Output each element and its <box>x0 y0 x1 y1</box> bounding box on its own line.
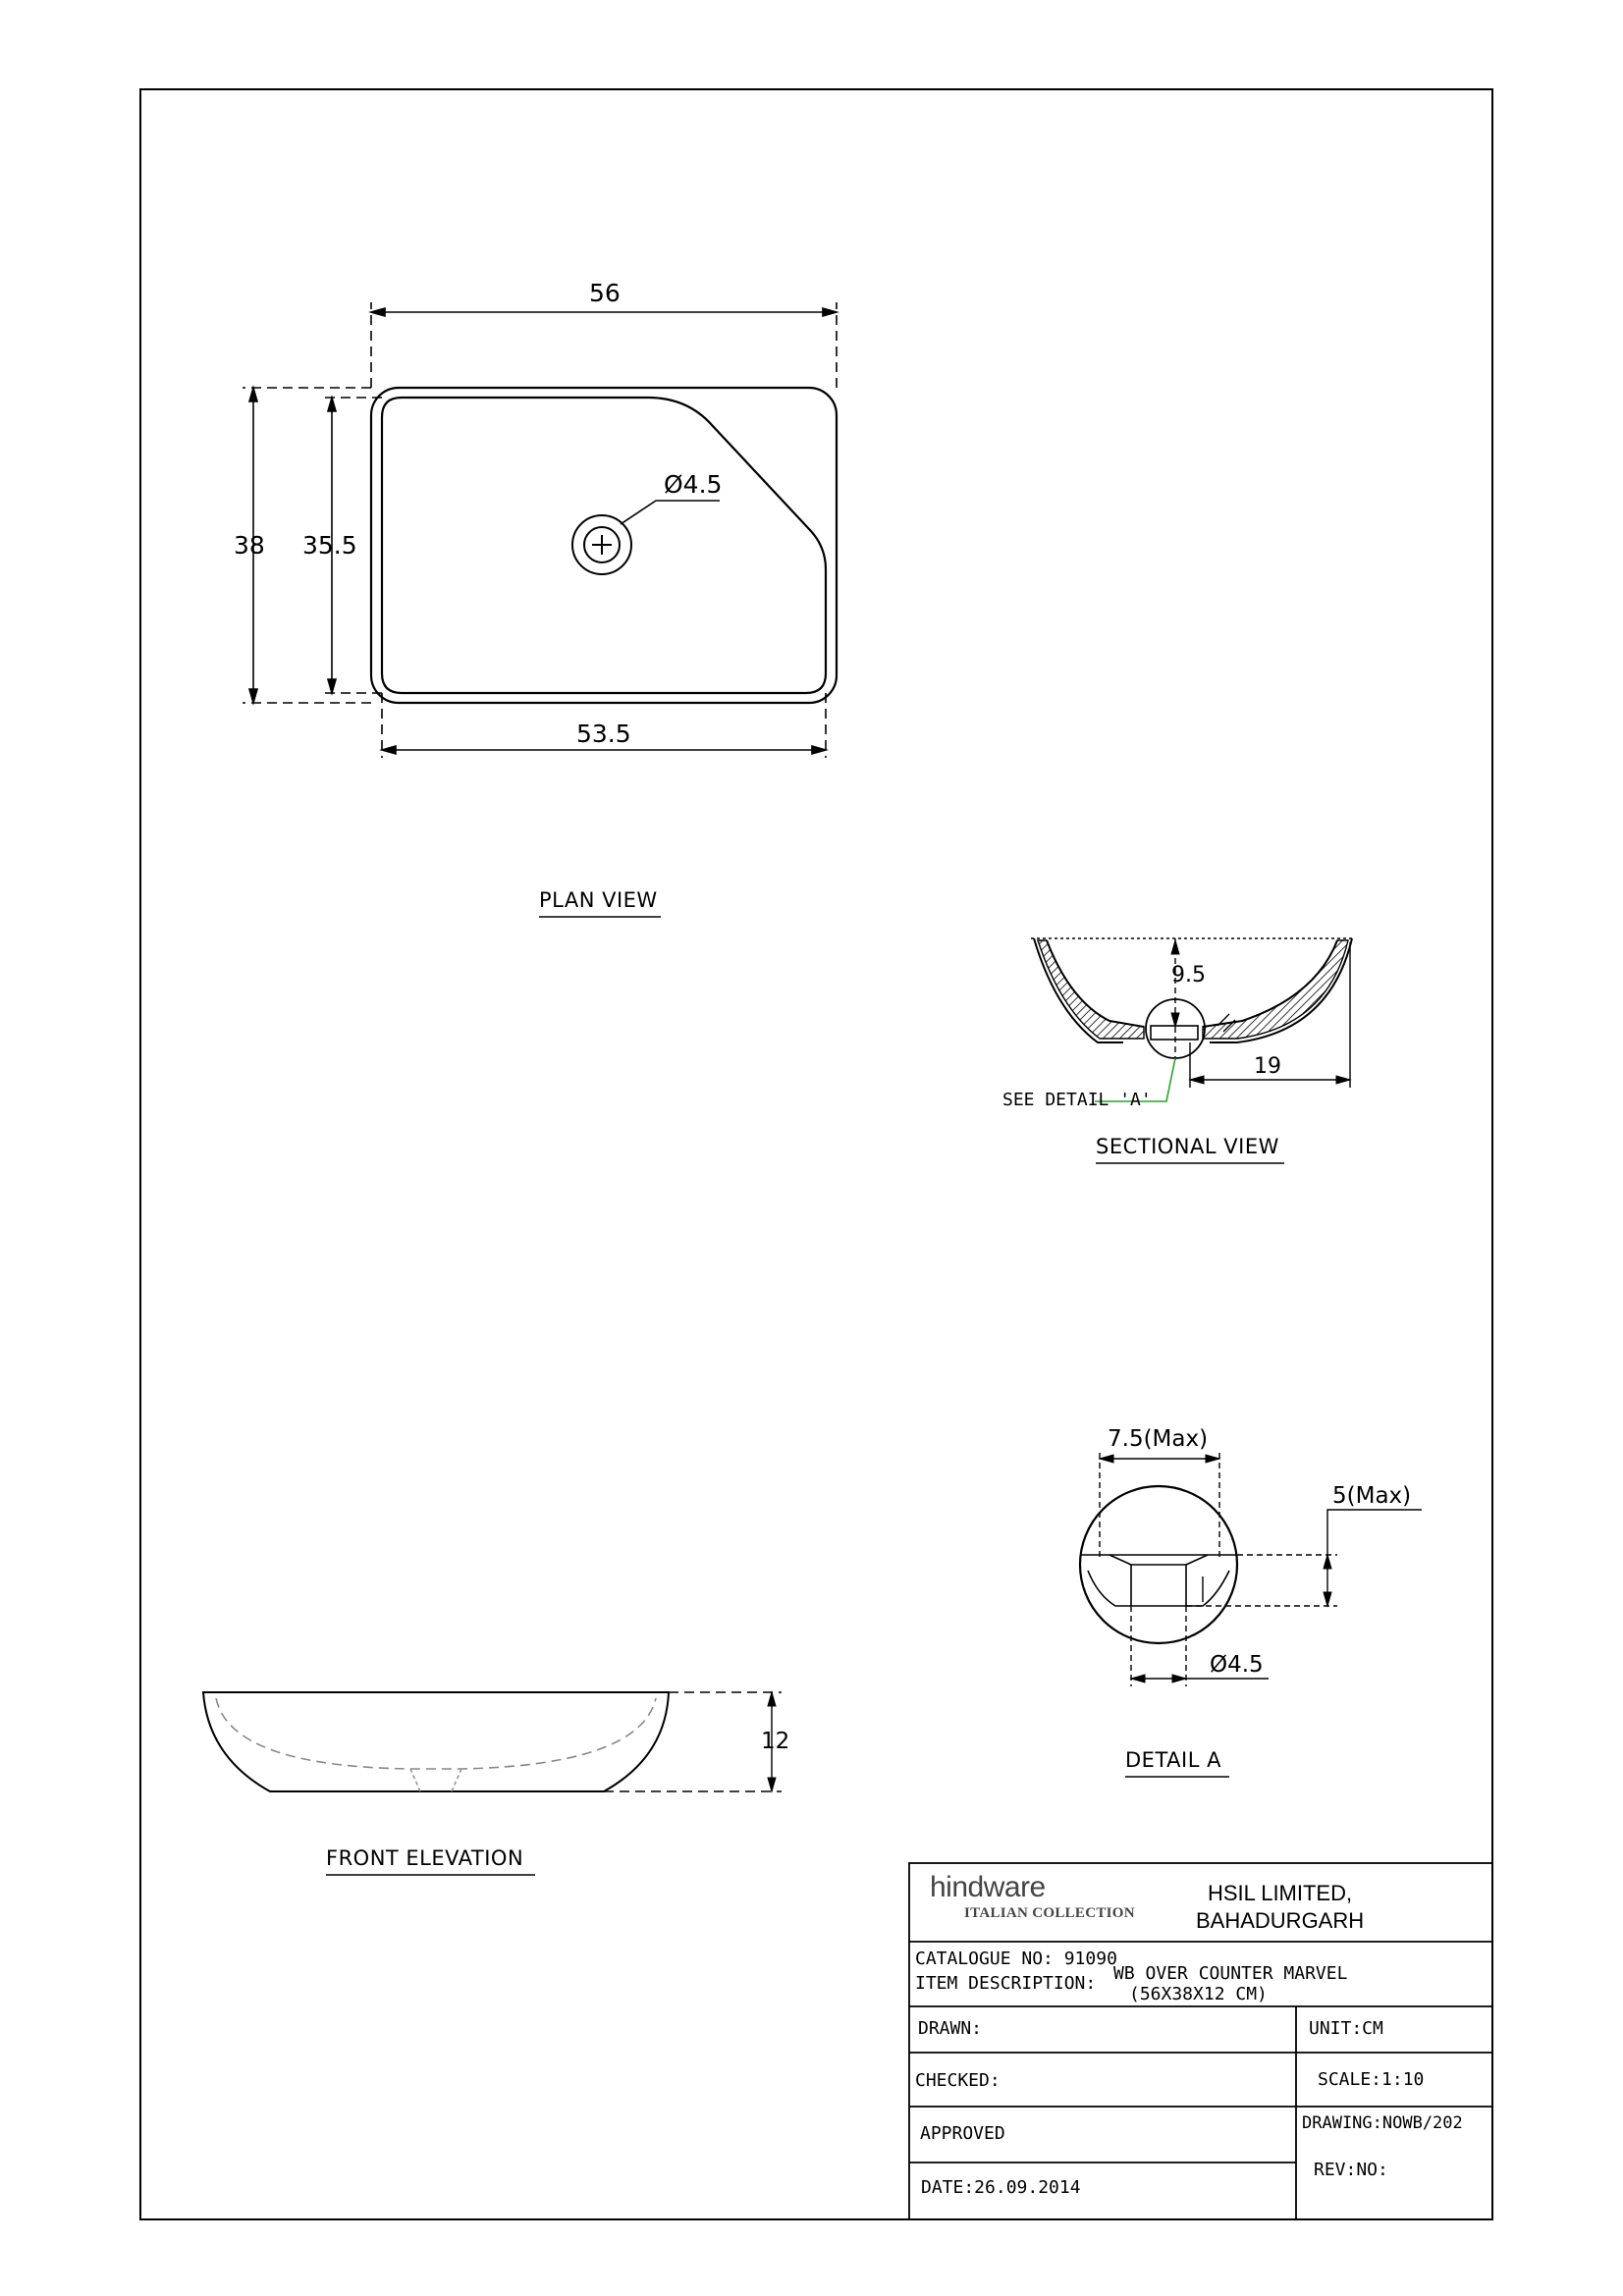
dim-section-offset: 19 <box>1254 1054 1281 1079</box>
dim-overall-width: 38 <box>234 531 265 560</box>
plan-view <box>243 302 837 917</box>
plan-view-title: PLAN VIEW <box>539 888 658 912</box>
front-elevation-title: FRONT ELEVATION <box>326 1846 524 1870</box>
item-description-label: ITEM DESCRIPTION: <box>915 1973 1097 1994</box>
brand-logo: hindware <box>930 1871 1046 1903</box>
drawn-field: DRAWN: <box>918 2018 983 2039</box>
date-field: DATE:26.09.2014 <box>921 2177 1081 2198</box>
detail-a-title: DETAIL A <box>1125 1748 1221 1772</box>
dim-detail-top: 7.5(Max) <box>1108 1426 1209 1452</box>
company-location: BAHADURGARH <box>1196 1908 1365 1933</box>
dim-inner-length: 53.5 <box>576 720 631 748</box>
dim-detail-right: 5(Max) <box>1332 1483 1412 1509</box>
front-outline <box>203 1692 669 1791</box>
revision-number-field: REV:NO: <box>1314 2160 1388 2180</box>
dim-section-depth: 9.5 <box>1171 963 1206 988</box>
scale-field: SCALE:1:10 <box>1318 2069 1425 2090</box>
dim-56 <box>371 302 837 388</box>
approved-field: APPROVED <box>920 2123 1005 2144</box>
drawing-number-field: DRAWING:NOWB/202 <box>1302 2113 1463 2133</box>
item-description-line2: (56X38X12 CM) <box>1129 1984 1268 2004</box>
item-description-line1: WB OVER COUNTER MARVEL <box>1113 1963 1348 1984</box>
sectional-view-title: SECTIONAL VIEW <box>1096 1135 1279 1158</box>
company-name: HSIL LIMITED, <box>1208 1881 1353 1905</box>
detail-callout: SEE DETAIL 'A' <box>1002 1090 1152 1110</box>
catalogue-number: CATALOGUE NO: 91090 <box>915 1949 1117 1969</box>
dim-inner-width: 35.5 <box>302 531 357 560</box>
dim-overall-length: 56 <box>589 279 621 307</box>
dim-front-height: 12 <box>761 1729 790 1754</box>
dim-waste-diameter: Ø4.5 <box>664 470 723 499</box>
brand-subtitle: ITALIAN COLLECTION <box>964 1905 1135 1921</box>
unit-field: UNIT:CM <box>1309 2018 1383 2039</box>
checked-field: CHECKED: <box>915 2070 1001 2091</box>
front-hidden-bowl <box>216 1698 656 1769</box>
dim-detail-hole: Ø4.5 <box>1210 1652 1264 1678</box>
